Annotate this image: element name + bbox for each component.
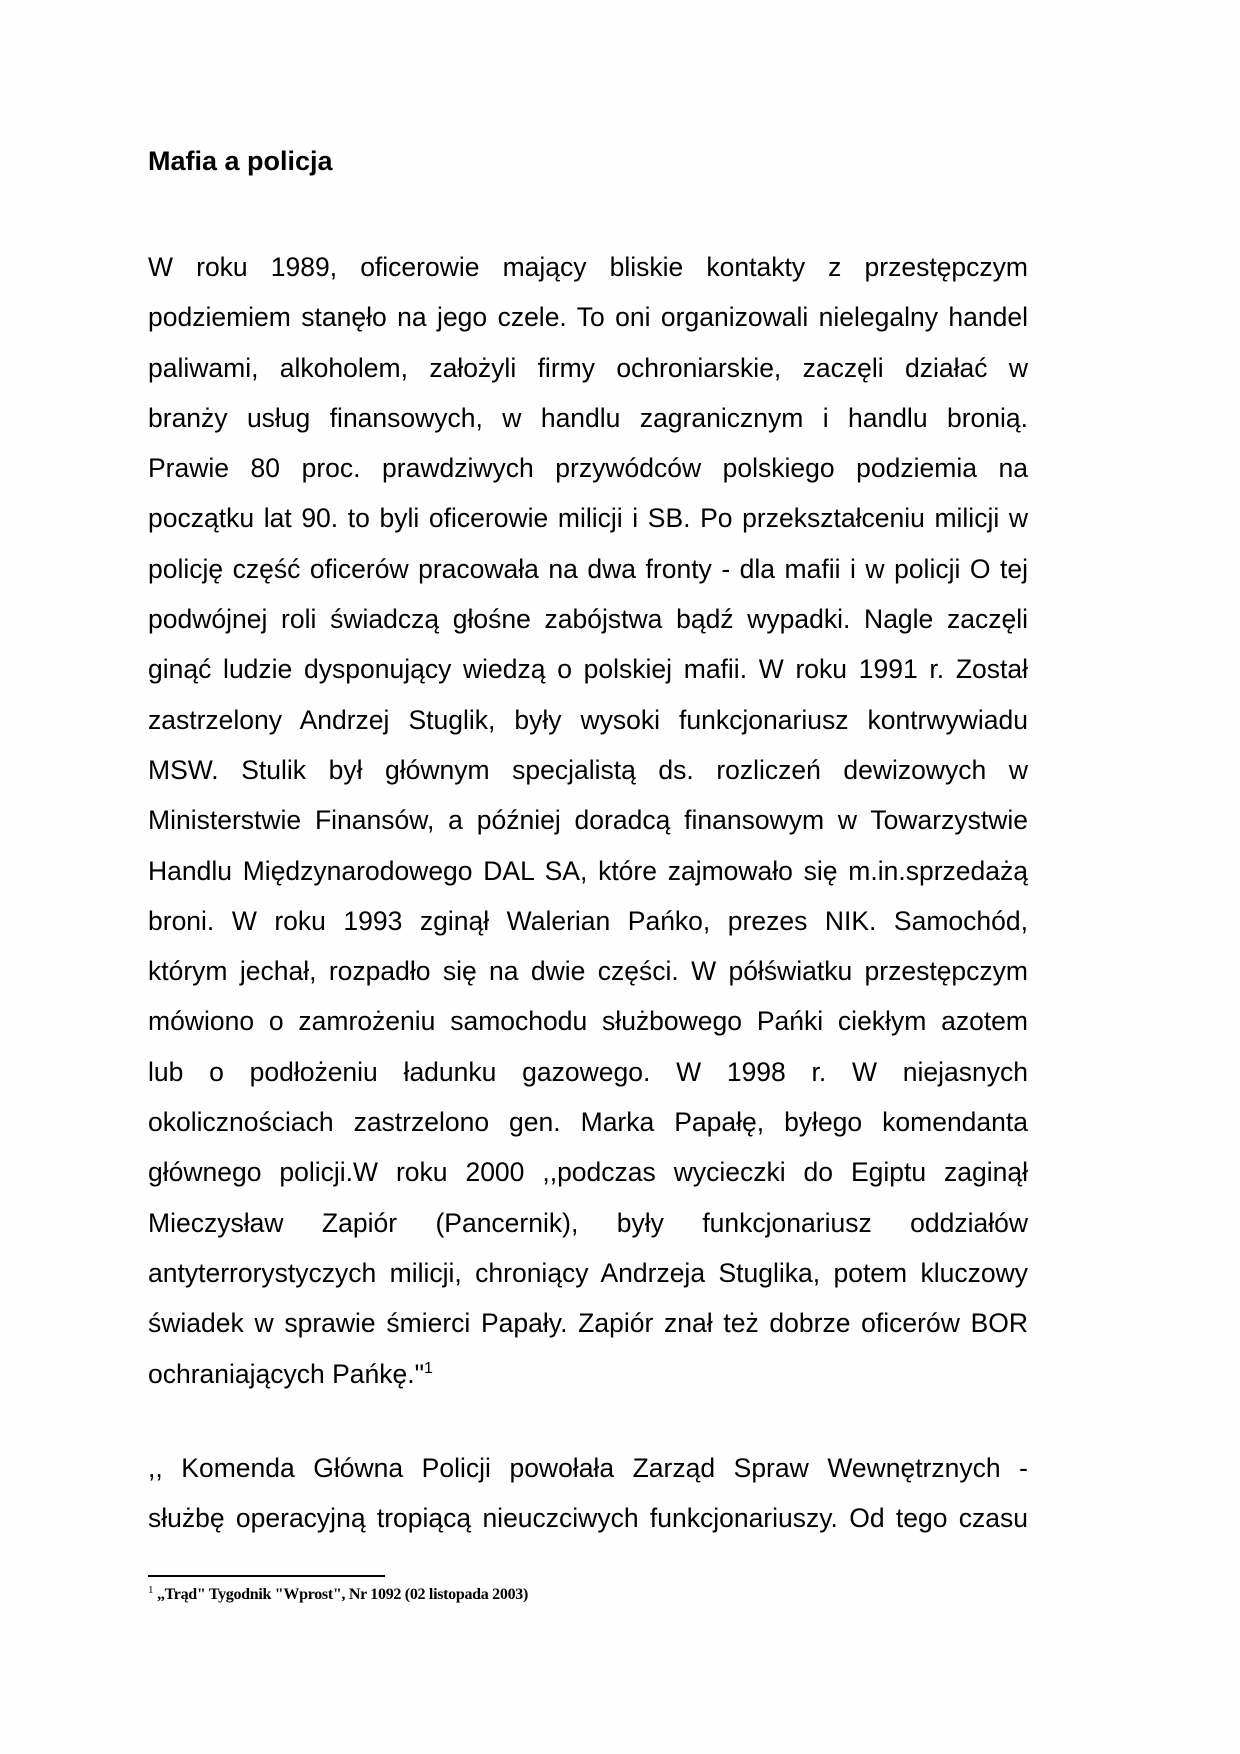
text-line: świadek w sprawie śmierci Papały. Zapiór znał też dobrze oficerów BOR xyxy=(148,1308,1028,1339)
text-line: okolicznościach zastrzelono gen. Marka Papałę, byłego komendanta xyxy=(148,1107,1028,1138)
footnote-reference[interactable]: 1 xyxy=(424,1359,433,1377)
text-line: broni. W roku 1993 zginął Walerian Pańko, prezes NIK. Samochód, xyxy=(148,905,1028,936)
text-line: podwójnej roli świadczą głośne zabójstwa bądź wypadki. Nagle zaczęli xyxy=(148,604,1028,635)
text-line: podziemiem stanęło na jego czele. To oni organizowali nielegalny handel xyxy=(148,302,1028,333)
last-line-text: ochraniających Pańkę." xyxy=(148,1358,425,1389)
text-line: branży usług finansowych, w handlu zagranicznym i handlu bronią. xyxy=(148,402,1028,433)
text-line: MSW. Stulik był głównym specjalistą ds. rozliczeń dewizowych w xyxy=(148,754,1028,785)
footnote-text: ,,Trąd" Tygodnik "Wprost", Nr 1092 (02 listopada 2003) xyxy=(157,1586,529,1603)
text-line: zastrzelony Andrzej Stuglik, były wysoki funkcjonariusz kontrwywiadu xyxy=(148,704,1028,735)
text-line: Prawie 80 proc. prawdziwych przywódców polskiego podziemia na xyxy=(148,453,1028,484)
text-line: początku lat 90. to byli oficerowie milicji i SB. Po przekształceniu milicji w xyxy=(148,503,1028,534)
text-line: antyterrorystyczych milicji, chroniący Andrzeja Stuglika, potem kluczowy xyxy=(148,1257,1028,1288)
text-line: którym jechał, rozpadło się na dwie części. W półświatku przestępczym xyxy=(148,956,1028,987)
text-line: lub o podłożeniu ładunku gazowego. W 1998 r. W niejasnych xyxy=(148,1056,1028,1087)
text-line: Mieczysław Zapiór (Pancernik), były funkcjonariusz oddziałów xyxy=(148,1207,1028,1238)
text-line: ,, Komenda Główna Policji powołała Zarząd Spraw Wewnętrznych - xyxy=(148,1453,1028,1483)
footnote-separator xyxy=(148,1575,385,1577)
paragraph-2 xyxy=(148,1443,1028,1544)
text-line: policję część oficerów pracowała na dwa fronty - dla mafii i w policji O tej xyxy=(148,553,1028,584)
text-line: służbę operacyjną tropiącą nieuczciwych funkcjonariuszy. Od tego czasu xyxy=(148,1503,1028,1534)
footnote-number: 1 xyxy=(148,1584,154,1596)
text-line-last xyxy=(148,1349,1028,1399)
text-line: Handlu Międzynarodowego DAL SA, które zajmowało się m.in.sprzedażą xyxy=(148,855,1028,886)
paragraph-1 xyxy=(148,242,1028,1399)
footnote xyxy=(148,1584,528,1604)
text-line: ginąć ludzie dysponujący wiedzą o polskiej mafii. W roku 1991 r. Został xyxy=(148,654,1028,685)
text-line: mówiono o zamrożeniu samochodu służbowego Pańki ciekłym azotem xyxy=(148,1006,1028,1037)
text-line: głównego policji.W roku 2000 ,,podczas wycieczki do Egiptu zaginął xyxy=(148,1157,1028,1188)
text-line: paliwami, alkoholem, założyli firmy ochroniarskie, zaczęli działać w xyxy=(148,352,1028,383)
text-line: Ministerstwie Finansów, a później doradcą finansowym w Towarzystwie xyxy=(148,805,1028,836)
document-title: Mafia a policja xyxy=(148,146,333,176)
text-line: W roku 1989, oficerowie mający bliskie kontakty z przestępczym xyxy=(148,252,1028,282)
